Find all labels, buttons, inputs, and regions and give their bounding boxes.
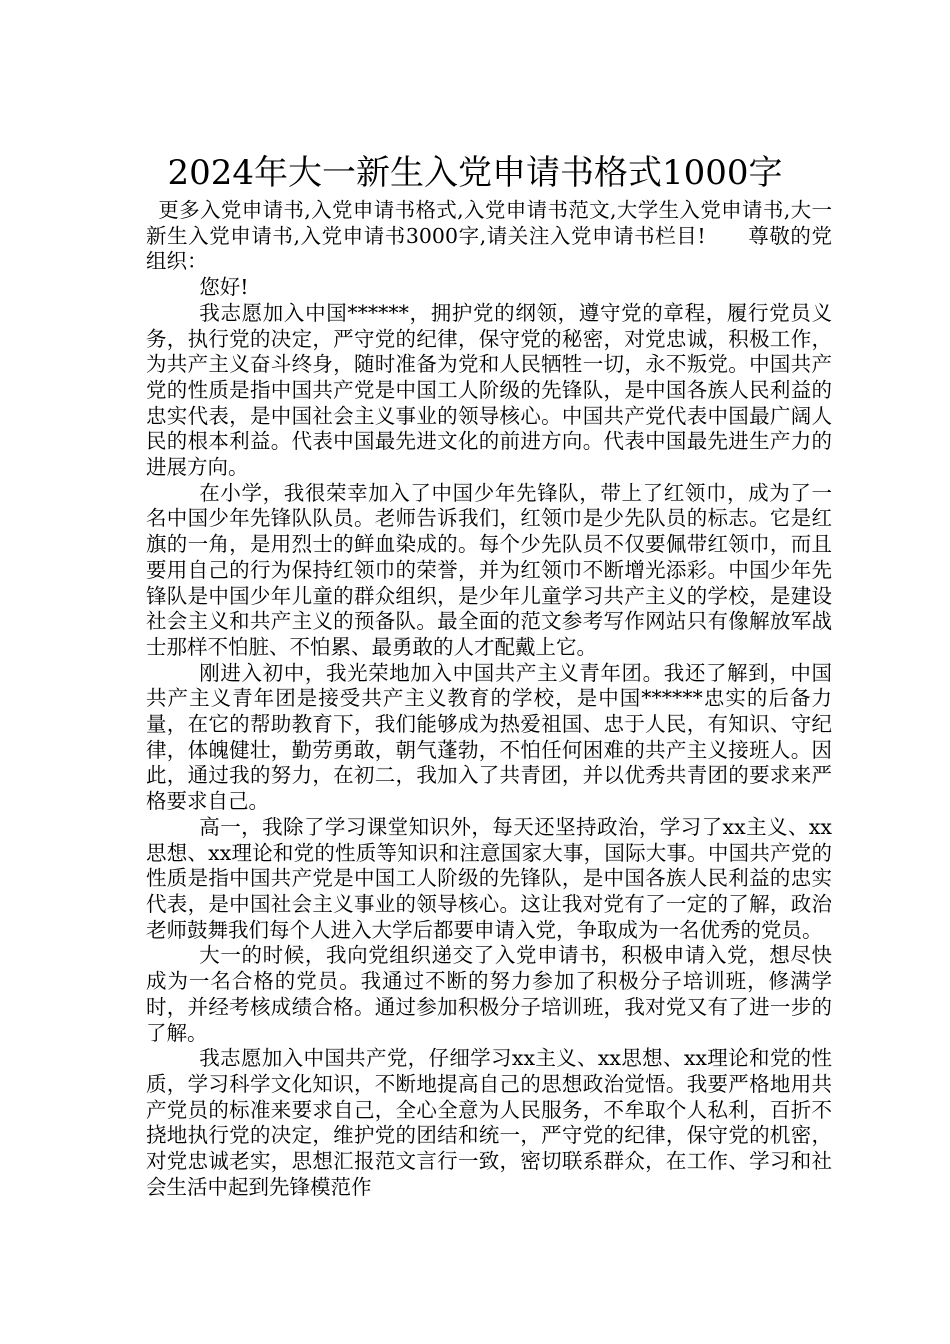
body-paragraph-6: 我志愿加入中国共产党，仔细学习xx主义、xx思想、xx理论和党的性质，学习科学文化知识，不断地提高自己的思想政治觉悟。我要严格地用共产党员的标准来要求自己，全心全意为人民服务，不牟取个人私利，百折不挠地执行党的决定，维护党的团结和统一，严守党的纪律，保守党的机密，对党忠诚老实，思想汇报范文言行一致，密切联系群众，在工作、学习和社会生活中起到先锋模范作 (146, 1046, 832, 1199)
body-paragraph-4: 高一，我除了学习课堂知识外，每天还坚持政治，学习了xx主义、xx思想、xx理论和党的性质等知识和注意国家大事，国际大事。中国共产党的性质是指中国共产党是中国工人阶级的先锋队，是中国各族人民利益的忠实代表，是中国社会主义事业的领导核心。这让我对党有了一定的了解，政治老师鼓舞我们每个人进入大学后都要申请入党，争取成为一名优秀的党员。 (146, 814, 832, 942)
document-body (146, 198, 832, 1200)
page-title: 2024年大一新生入党申请书格式1000字 (167, 152, 783, 193)
body-paragraph-2: 在小学，我很荣幸加入了中国少年先锋队，带上了红领巾，成为了一名中国少年先锋队队员。老师告诉我们，红领巾是少先队员的标志。它是红旗的一角，是用烈士的鲜血染成的。每个少先队员不仅要佩带红领巾，而且要用自己的行为保持红领巾的荣誉，并为红领巾不断增光添彩。中国少年先锋队是中国少年儿童的群众组织，是少年儿童学习共产主义的学校，是建设社会主义和共产主义的预备队。最全面的范文参考写作网站只有像解放军战士那样不怕脏、不怕累、最勇敢的人才配戴上它。 (146, 480, 832, 659)
body-paragraph-5: 大一的时候，我向党组织递交了入党申请书，积极申请入党，想尽快成为一名合格的党员。我通过不断的努力参加了积极分子培训班，修满学时，并经考核成绩合格。通过参加积极分子培训班，我对党又有了进一步的了解。 (146, 943, 832, 1045)
greeting-paragraph: 您好! (199, 275, 249, 300)
body-paragraph-3: 刚进入初中，我光荣地加入中国共产主义青年团。我还了解到，中国共产主义青年团是接受共产主义教育的学校，是中国******忠实的后备力量，在它的帮助教育下，我们能够成为热爱祖国、忠于人民，有知识、守纪律，体魄健壮，勤劳勇敢，朝气蓬勃，不怕任何困难的共产主义接班人。因此，通过我的努力，在初二，我加入了共青团，并以优秀共青团的要求来严格要求自己。 (146, 660, 832, 814)
body-paragraph-1: 我志愿加入中国******，拥护党的纲领，遵守党的章程，履行党员义务，执行党的决定，严守党的纪律，保守党的秘密，对党忠诚，积极工作，为共产主义奋斗终身，随时准备为党和人民牺牲一切，永不叛党。中国共产党的性质是指中国共产党是中国工人阶级的先锋队，是中国各族人民利益的忠实代表，是中国社会主义事业的领导核心。中国共产党代表中国最广阔人民的根本利益。代表中国最先进文化的前进方向。代表中国最先进生产力的进展方向。 (146, 300, 832, 480)
intro-paragraph: 更多入党申请书,入党申请书格式,入党申请书范文,大学生入党申请书,大一新生入党申请书,入党申请书3000字,请关注入党申请书栏目! 尊敬的党组织： (146, 198, 832, 274)
